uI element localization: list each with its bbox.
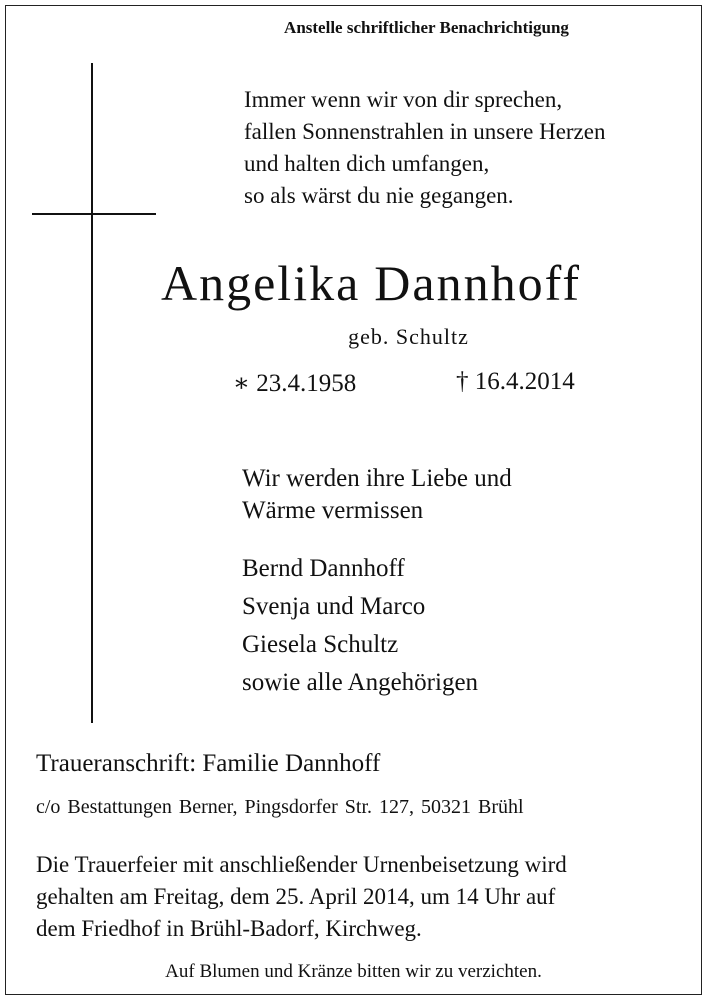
mourner: Bernd Dannhoff bbox=[242, 555, 405, 582]
mourners-list bbox=[242, 550, 478, 702]
miss-line: Wir werden ihre Liebe und bbox=[242, 465, 512, 492]
poem-line: so als wärst du nie gegangen. bbox=[244, 183, 514, 208]
mourning-address-detail: c/o Bestattungen Berner, Pingsdorfer Str. 127, 50321 Brühl bbox=[36, 796, 524, 818]
mourner: sowie alle Angehörigen bbox=[242, 669, 479, 696]
mourner: Svenja und Marco bbox=[242, 593, 426, 620]
poem-line: Immer wenn wir von dir sprechen, bbox=[244, 87, 563, 112]
miss-line: Wärme vermissen bbox=[242, 497, 424, 524]
maiden-name: geb. Schultz bbox=[348, 324, 469, 349]
ceremony-line: gehalten am Freitag, dem 25. April 2014, um 14 Uhr auf bbox=[36, 884, 556, 909]
deceased-first-name: Angelika bbox=[161, 255, 361, 311]
ceremony-info bbox=[36, 849, 567, 945]
cross-vertical-bar bbox=[91, 63, 93, 723]
poem bbox=[244, 84, 605, 212]
poem-line: und halten dich umfangen, bbox=[244, 151, 490, 176]
notice-header: Anstelle schriftlicher Benachrichtigung bbox=[284, 18, 569, 37]
mourner: Giesela Schultz bbox=[242, 631, 399, 658]
ceremony-line: Die Trauerfeier mit anschließender Urnenbeisetzung wird bbox=[36, 852, 567, 877]
death-date: † 16.4.2014 bbox=[456, 368, 575, 395]
birth-date: ∗ 23.4.1958 bbox=[233, 370, 357, 397]
miss-message bbox=[242, 463, 512, 527]
cross-horizontal-bar bbox=[32, 213, 156, 215]
mourning-address-title: Traueranschrift: Familie Dannhoff bbox=[36, 750, 381, 777]
obituary-notice bbox=[5, 5, 702, 995]
deceased-name bbox=[161, 254, 581, 312]
deceased-last-name: Dannhoff bbox=[374, 255, 581, 311]
ceremony-line: dem Friedhof in Brühl-Badorf, Kirchweg. bbox=[36, 916, 422, 941]
closing-note: Auf Blumen und Kränze bitten wir zu verzichten. bbox=[165, 961, 542, 982]
poem-line: fallen Sonnenstrahlen in unsere Herzen bbox=[244, 119, 606, 144]
